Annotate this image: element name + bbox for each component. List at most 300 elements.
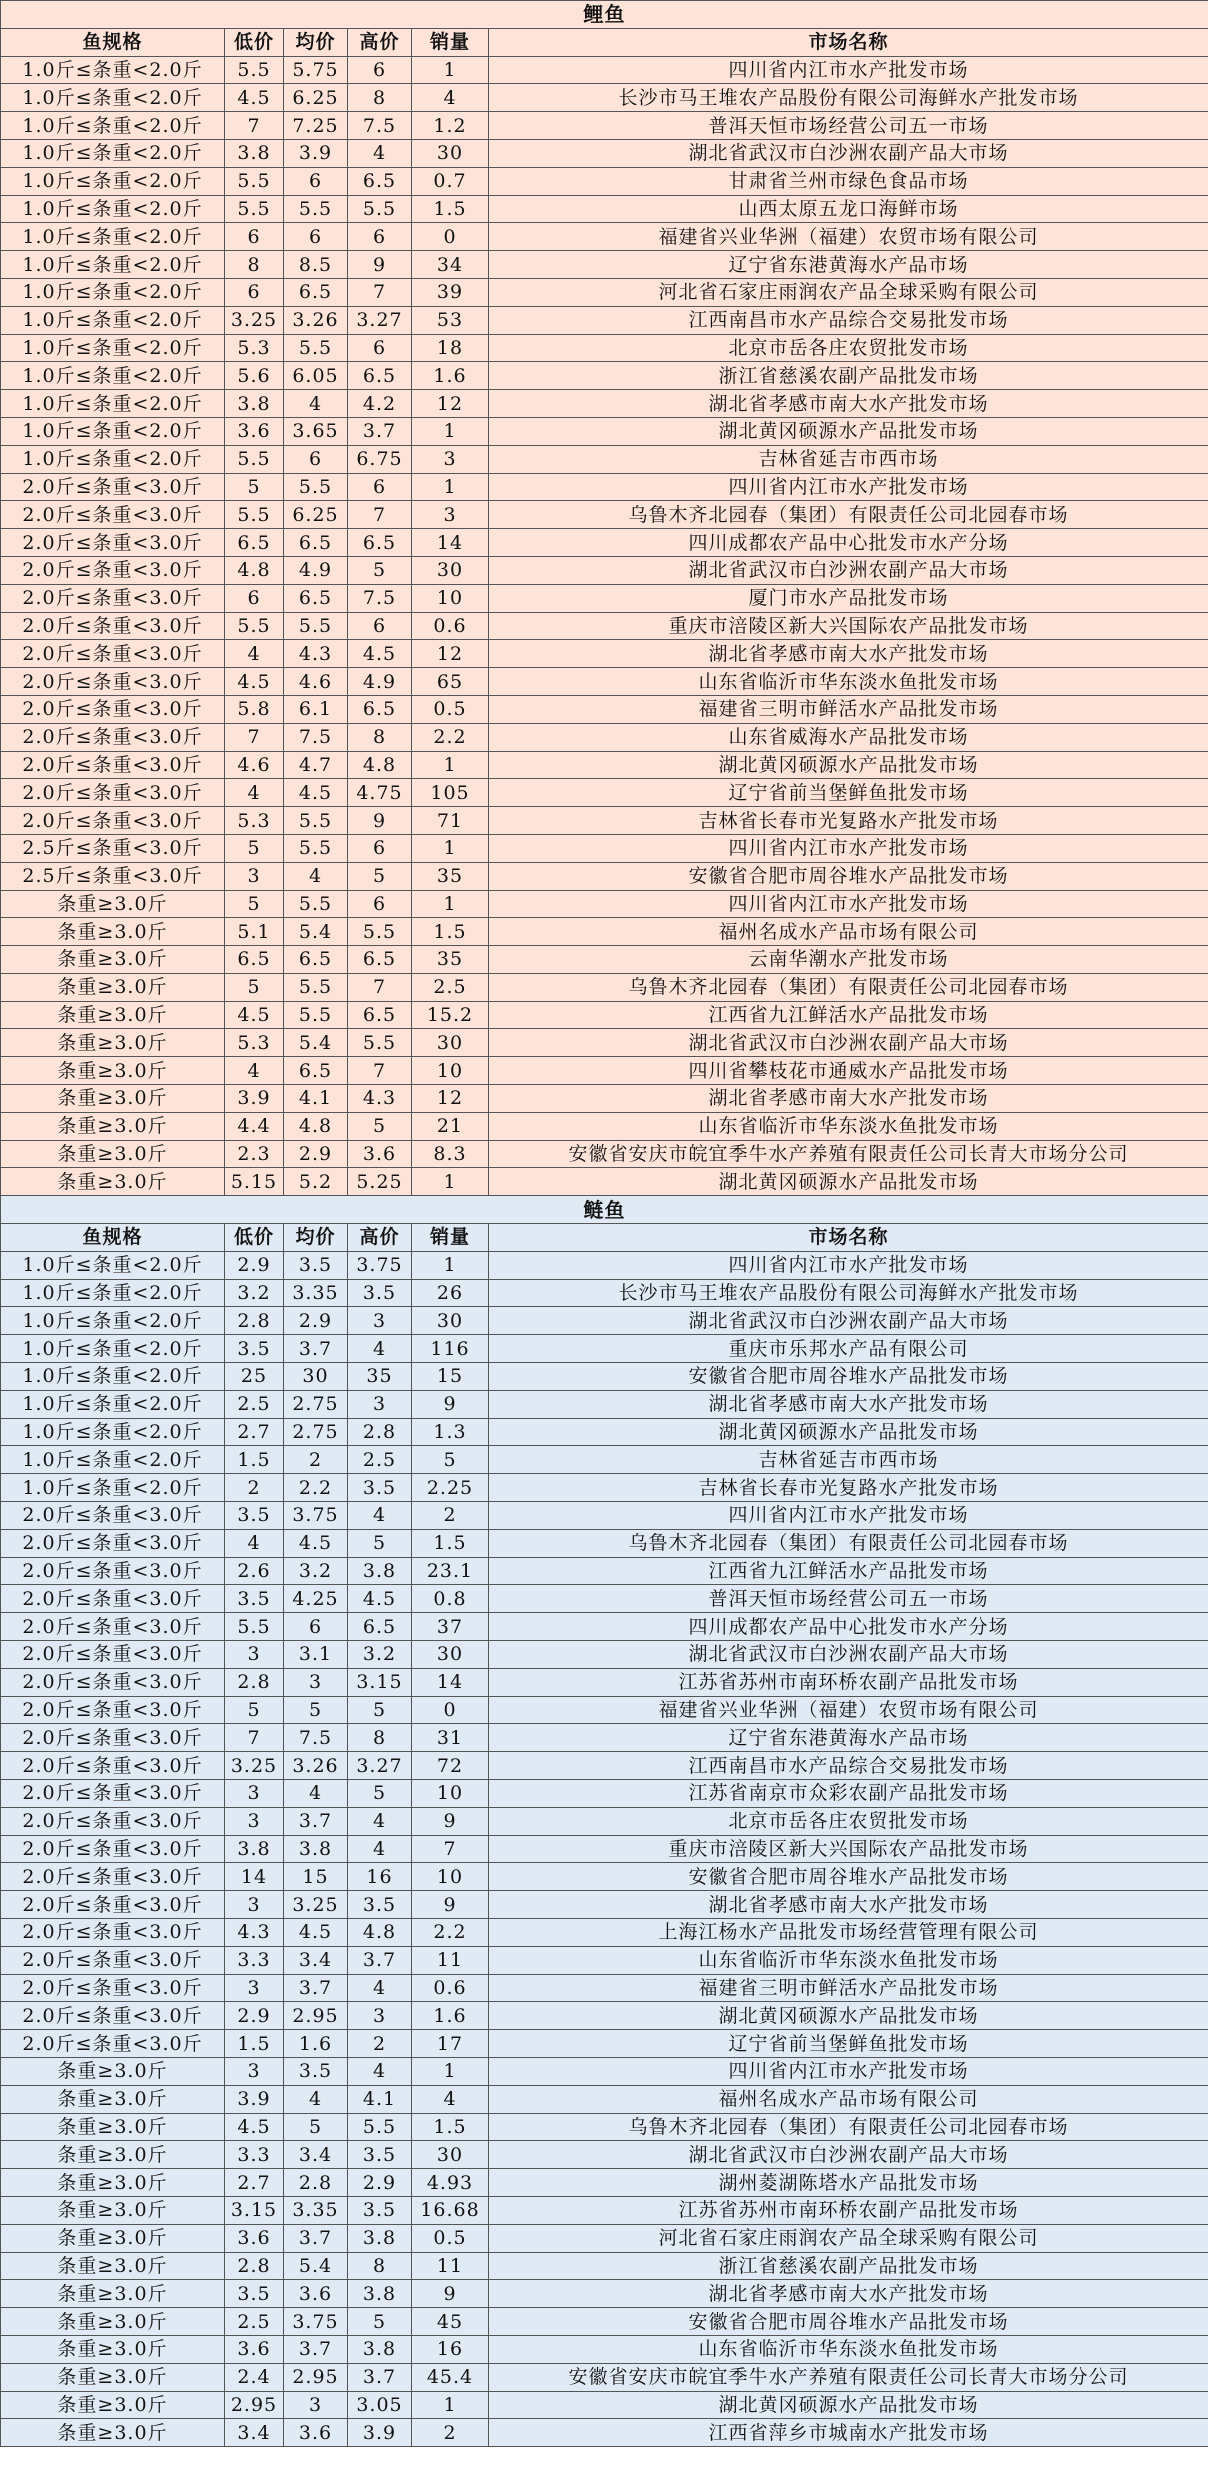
avg-price-cell: 7.25 bbox=[284, 112, 348, 140]
table-row bbox=[1, 1891, 1208, 1919]
fish-spec-cell: 1.0斤≤条重<2.0斤 bbox=[1, 1251, 225, 1279]
high-price-cell: 7.5 bbox=[348, 112, 412, 140]
avg-price-cell: 4 bbox=[284, 862, 348, 890]
volume-cell: 1.6 bbox=[412, 2002, 489, 2030]
market-name-cell: 乌鲁木齐北园春（集团）有限责任公司北园春市场 bbox=[489, 2113, 1208, 2141]
high-price-cell: 7.5 bbox=[348, 584, 412, 612]
high-price-cell: 6 bbox=[348, 223, 412, 251]
fish-spec-cell: 2.0斤≤条重<3.0斤 bbox=[1, 751, 225, 779]
low-price-cell: 3.5 bbox=[225, 1502, 284, 1530]
low-price-cell: 5 bbox=[225, 473, 284, 501]
high-price-cell: 5.5 bbox=[348, 918, 412, 946]
low-price-cell: 2.9 bbox=[225, 1251, 284, 1279]
high-price-cell: 5 bbox=[348, 862, 412, 890]
avg-price-cell: 8.5 bbox=[284, 251, 348, 279]
header-market-name: 市场名称 bbox=[489, 28, 1208, 56]
low-price-cell: 5.5 bbox=[225, 167, 284, 195]
avg-price-cell: 3.35 bbox=[284, 1279, 348, 1307]
low-price-cell: 6.5 bbox=[225, 946, 284, 974]
low-price-cell: 4 bbox=[225, 640, 284, 668]
market-name-cell: 山西太原五龙口海鲜市场 bbox=[489, 195, 1208, 223]
market-name-cell: 江西南昌市水产品综合交易批发市场 bbox=[489, 1752, 1208, 1780]
fish-spec-cell: 条重≥3.0斤 bbox=[1, 2224, 225, 2252]
low-price-cell: 3.6 bbox=[225, 2224, 284, 2252]
low-price-cell: 8 bbox=[225, 251, 284, 279]
low-price-cell: 4 bbox=[225, 779, 284, 807]
market-name-cell: 云南华潮水产批发市场 bbox=[489, 946, 1208, 974]
table-row bbox=[1, 501, 1208, 529]
fish-spec-cell: 1.0斤≤条重<2.0斤 bbox=[1, 1335, 225, 1363]
high-price-cell: 4 bbox=[348, 1974, 412, 2002]
table-row bbox=[1, 1724, 1208, 1752]
low-price-cell: 5 bbox=[225, 890, 284, 918]
section-title-row bbox=[1, 1, 1208, 29]
avg-price-cell: 3.7 bbox=[284, 1974, 348, 2002]
volume-cell: 12 bbox=[412, 390, 489, 418]
market-name-cell: 湖北省孝感市南大水产批发市场 bbox=[489, 1085, 1208, 1113]
volume-cell: 39 bbox=[412, 278, 489, 306]
market-name-cell: 河北省石家庄雨润农产品全球采购有限公司 bbox=[489, 2224, 1208, 2252]
volume-cell: 17 bbox=[412, 2030, 489, 2058]
high-price-cell: 6.5 bbox=[348, 695, 412, 723]
fish-spec-cell: 1.0斤≤条重<2.0斤 bbox=[1, 1418, 225, 1446]
fish-spec-cell: 2.0斤≤条重<3.0斤 bbox=[1, 2002, 225, 2030]
volume-cell: 14 bbox=[412, 529, 489, 557]
low-price-cell: 5.5 bbox=[225, 195, 284, 223]
low-price-cell: 5.3 bbox=[225, 807, 284, 835]
avg-price-cell: 6 bbox=[284, 223, 348, 251]
avg-price-cell: 30 bbox=[284, 1363, 348, 1391]
table-row bbox=[1, 1752, 1208, 1780]
header-high-price: 高价 bbox=[348, 1224, 412, 1252]
low-price-cell: 3.2 bbox=[225, 1279, 284, 1307]
fish-spec-cell: 1.0斤≤条重<2.0斤 bbox=[1, 195, 225, 223]
high-price-cell: 5 bbox=[348, 2308, 412, 2336]
table-row bbox=[1, 2224, 1208, 2252]
avg-price-cell: 4.6 bbox=[284, 668, 348, 696]
volume-cell: 0.8 bbox=[412, 1585, 489, 1613]
table-row bbox=[1, 529, 1208, 557]
low-price-cell: 5.5 bbox=[225, 501, 284, 529]
market-name-cell: 山东省威海水产品批发市场 bbox=[489, 723, 1208, 751]
high-price-cell: 3.9 bbox=[348, 2419, 412, 2447]
low-price-cell: 3.4 bbox=[225, 2419, 284, 2447]
high-price-cell: 5.25 bbox=[348, 1168, 412, 1196]
avg-price-cell: 3.2 bbox=[284, 1557, 348, 1585]
fish-spec-cell: 2.0斤≤条重<3.0斤 bbox=[1, 1807, 225, 1835]
table-row bbox=[1, 334, 1208, 362]
fish-spec-cell: 1.0斤≤条重<2.0斤 bbox=[1, 139, 225, 167]
volume-cell: 21 bbox=[412, 1112, 489, 1140]
table-row bbox=[1, 2252, 1208, 2280]
high-price-cell: 8 bbox=[348, 1724, 412, 1752]
avg-price-cell: 4.5 bbox=[284, 1918, 348, 1946]
fish-spec-cell: 2.0斤≤条重<3.0斤 bbox=[1, 1835, 225, 1863]
volume-cell: 1.3 bbox=[412, 1418, 489, 1446]
table-row bbox=[1, 278, 1208, 306]
fish-spec-cell: 条重≥3.0斤 bbox=[1, 2113, 225, 2141]
avg-price-cell: 6.5 bbox=[284, 584, 348, 612]
table-row bbox=[1, 1001, 1208, 1029]
fish-spec-cell: 1.0斤≤条重<2.0斤 bbox=[1, 1390, 225, 1418]
volume-cell: 65 bbox=[412, 668, 489, 696]
table-row bbox=[1, 1835, 1208, 1863]
low-price-cell: 3 bbox=[225, 1974, 284, 2002]
low-price-cell: 3.9 bbox=[225, 2085, 284, 2113]
avg-price-cell: 6.25 bbox=[284, 84, 348, 112]
avg-price-cell: 1.6 bbox=[284, 2030, 348, 2058]
fish-spec-cell: 1.0斤≤条重<2.0斤 bbox=[1, 1474, 225, 1502]
high-price-cell: 4.5 bbox=[348, 640, 412, 668]
high-price-cell: 3 bbox=[348, 1390, 412, 1418]
avg-price-cell: 3 bbox=[284, 1668, 348, 1696]
market-name-cell: 江西省萍乡市城南水产批发市场 bbox=[489, 2419, 1208, 2447]
avg-price-cell: 2.2 bbox=[284, 1474, 348, 1502]
volume-cell: 15.2 bbox=[412, 1001, 489, 1029]
high-price-cell: 4 bbox=[348, 1335, 412, 1363]
table-row bbox=[1, 1974, 1208, 2002]
market-name-cell: 厦门市水产品批发市场 bbox=[489, 584, 1208, 612]
avg-price-cell: 3.9 bbox=[284, 139, 348, 167]
table-row bbox=[1, 56, 1208, 84]
table-row bbox=[1, 1279, 1208, 1307]
table-row bbox=[1, 1085, 1208, 1113]
avg-price-cell: 3.8 bbox=[284, 1835, 348, 1863]
market-name-cell: 湖北黄冈硕源水产品批发市场 bbox=[489, 417, 1208, 445]
table-row bbox=[1, 1251, 1208, 1279]
high-price-cell: 9 bbox=[348, 251, 412, 279]
volume-cell: 1 bbox=[412, 56, 489, 84]
volume-cell: 30 bbox=[412, 1307, 489, 1335]
volume-cell: 30 bbox=[412, 139, 489, 167]
fish-spec-cell: 2.0斤≤条重<3.0斤 bbox=[1, 723, 225, 751]
header-volume: 销量 bbox=[412, 1224, 489, 1252]
fish-spec-cell: 2.0斤≤条重<3.0斤 bbox=[1, 556, 225, 584]
avg-price-cell: 3.26 bbox=[284, 306, 348, 334]
fish-spec-cell: 条重≥3.0斤 bbox=[1, 2308, 225, 2336]
table-row bbox=[1, 946, 1208, 974]
volume-cell: 1 bbox=[412, 834, 489, 862]
volume-cell: 16.68 bbox=[412, 2196, 489, 2224]
volume-cell: 1.5 bbox=[412, 2113, 489, 2141]
market-name-cell: 河北省石家庄雨润农产品全球采购有限公司 bbox=[489, 278, 1208, 306]
table-row bbox=[1, 556, 1208, 584]
market-name-cell: 乌鲁木齐北园春（集团）有限责任公司北园春市场 bbox=[489, 501, 1208, 529]
avg-price-cell: 4.3 bbox=[284, 640, 348, 668]
avg-price-cell: 5.4 bbox=[284, 2252, 348, 2280]
high-price-cell: 5.5 bbox=[348, 1029, 412, 1057]
market-name-cell: 湖州菱湖陈塔水产品批发市场 bbox=[489, 2169, 1208, 2197]
volume-cell: 14 bbox=[412, 1668, 489, 1696]
high-price-cell: 6.5 bbox=[348, 1001, 412, 1029]
avg-price-cell: 6 bbox=[284, 445, 348, 473]
volume-cell: 1.5 bbox=[412, 1529, 489, 1557]
low-price-cell: 3.25 bbox=[225, 306, 284, 334]
low-price-cell: 3.6 bbox=[225, 2335, 284, 2363]
market-name-cell: 上海江杨水产品批发市场经营管理有限公司 bbox=[489, 1918, 1208, 1946]
low-price-cell: 25 bbox=[225, 1363, 284, 1391]
table-row bbox=[1, 390, 1208, 418]
avg-price-cell: 4.9 bbox=[284, 556, 348, 584]
high-price-cell: 3.7 bbox=[348, 417, 412, 445]
market-name-cell: 辽宁省东港黄海水产品市场 bbox=[489, 251, 1208, 279]
table-row bbox=[1, 1335, 1208, 1363]
volume-cell: 35 bbox=[412, 946, 489, 974]
volume-cell: 34 bbox=[412, 251, 489, 279]
fish-spec-cell: 条重≥3.0斤 bbox=[1, 1029, 225, 1057]
avg-price-cell: 5.5 bbox=[284, 612, 348, 640]
avg-price-cell: 4 bbox=[284, 390, 348, 418]
high-price-cell: 5 bbox=[348, 556, 412, 584]
high-price-cell: 3 bbox=[348, 2002, 412, 2030]
market-name-cell: 江苏省苏州市南环桥农副产品批发市场 bbox=[489, 1668, 1208, 1696]
volume-cell: 2.2 bbox=[412, 1918, 489, 1946]
low-price-cell: 5.15 bbox=[225, 1168, 284, 1196]
high-price-cell: 2.8 bbox=[348, 1418, 412, 1446]
fish-spec-cell: 2.0斤≤条重<3.0斤 bbox=[1, 612, 225, 640]
avg-price-cell: 5.5 bbox=[284, 1001, 348, 1029]
avg-price-cell: 3.35 bbox=[284, 2196, 348, 2224]
volume-cell: 1.5 bbox=[412, 195, 489, 223]
high-price-cell: 35 bbox=[348, 1363, 412, 1391]
header-high-price: 高价 bbox=[348, 28, 412, 56]
volume-cell: 30 bbox=[412, 1029, 489, 1057]
table-row bbox=[1, 695, 1208, 723]
market-name-cell: 普洱天恒市场经营公司五一市场 bbox=[489, 112, 1208, 140]
high-price-cell: 3.5 bbox=[348, 2141, 412, 2169]
fish-spec-cell: 1.0斤≤条重<2.0斤 bbox=[1, 84, 225, 112]
table-row bbox=[1, 1613, 1208, 1641]
fish-spec-cell: 1.0斤≤条重<2.0斤 bbox=[1, 112, 225, 140]
volume-cell: 37 bbox=[412, 1613, 489, 1641]
fish-spec-cell: 1.0斤≤条重<2.0斤 bbox=[1, 278, 225, 306]
avg-price-cell: 6.5 bbox=[284, 1057, 348, 1085]
market-name-cell: 吉林省延吉市西市场 bbox=[489, 445, 1208, 473]
high-price-cell: 6.5 bbox=[348, 946, 412, 974]
table-row bbox=[1, 1390, 1208, 1418]
low-price-cell: 6 bbox=[225, 278, 284, 306]
market-name-cell: 北京市岳各庄农贸批发市场 bbox=[489, 334, 1208, 362]
fish-spec-cell: 2.0斤≤条重<3.0斤 bbox=[1, 779, 225, 807]
market-name-cell: 辽宁省前当堡鲜鱼批发市场 bbox=[489, 779, 1208, 807]
table-row bbox=[1, 1474, 1208, 1502]
volume-cell: 2 bbox=[412, 1502, 489, 1530]
market-name-cell: 湖北省孝感市南大水产批发市场 bbox=[489, 390, 1208, 418]
avg-price-cell: 3.5 bbox=[284, 1251, 348, 1279]
high-price-cell: 9 bbox=[348, 807, 412, 835]
market-name-cell: 浙江省慈溪农副产品批发市场 bbox=[489, 2252, 1208, 2280]
volume-cell: 0.6 bbox=[412, 1974, 489, 2002]
avg-price-cell: 5.75 bbox=[284, 56, 348, 84]
high-price-cell: 6 bbox=[348, 56, 412, 84]
avg-price-cell: 2.9 bbox=[284, 1307, 348, 1335]
volume-cell: 2.25 bbox=[412, 1474, 489, 1502]
volume-cell: 1 bbox=[412, 2391, 489, 2419]
market-name-cell: 湖北黄冈硕源水产品批发市场 bbox=[489, 1168, 1208, 1196]
market-name-cell: 福建省兴业华洲（福建）农贸市场有限公司 bbox=[489, 223, 1208, 251]
low-price-cell: 4.3 bbox=[225, 1918, 284, 1946]
volume-cell: 53 bbox=[412, 306, 489, 334]
table-row bbox=[1, 1557, 1208, 1585]
fish-spec-cell: 2.0斤≤条重<3.0斤 bbox=[1, 1696, 225, 1724]
fish-spec-cell: 2.0斤≤条重<3.0斤 bbox=[1, 1668, 225, 1696]
volume-cell: 8.3 bbox=[412, 1140, 489, 1168]
high-price-cell: 3.05 bbox=[348, 2391, 412, 2419]
low-price-cell: 4 bbox=[225, 1529, 284, 1557]
avg-price-cell: 3.75 bbox=[284, 1502, 348, 1530]
market-name-cell: 湖北省孝感市南大水产批发市场 bbox=[489, 1891, 1208, 1919]
high-price-cell: 6 bbox=[348, 612, 412, 640]
low-price-cell: 3.5 bbox=[225, 2280, 284, 2308]
volume-cell: 15 bbox=[412, 1363, 489, 1391]
fish-spec-cell: 条重≥3.0斤 bbox=[1, 2169, 225, 2197]
low-price-cell: 14 bbox=[225, 1863, 284, 1891]
market-name-cell: 乌鲁木齐北园春（集团）有限责任公司北园春市场 bbox=[489, 1529, 1208, 1557]
avg-price-cell: 6.5 bbox=[284, 278, 348, 306]
table-row bbox=[1, 1140, 1208, 1168]
header-avg-price: 均价 bbox=[284, 28, 348, 56]
low-price-cell: 2.8 bbox=[225, 1668, 284, 1696]
high-price-cell: 3.27 bbox=[348, 306, 412, 334]
table-row bbox=[1, 2308, 1208, 2336]
market-name-cell: 长沙市马王堆农产品股份有限公司海鲜水产批发市场 bbox=[489, 1279, 1208, 1307]
fish-spec-cell: 条重≥3.0斤 bbox=[1, 1057, 225, 1085]
avg-price-cell: 6.5 bbox=[284, 946, 348, 974]
table-row bbox=[1, 251, 1208, 279]
fish-spec-cell: 1.0斤≤条重<2.0斤 bbox=[1, 56, 225, 84]
volume-cell: 1 bbox=[412, 417, 489, 445]
table-row bbox=[1, 1641, 1208, 1669]
market-name-cell: 重庆市涪陵区新大兴国际农产品批发市场 bbox=[489, 612, 1208, 640]
avg-price-cell: 3.1 bbox=[284, 1641, 348, 1669]
fish-spec-cell: 2.0斤≤条重<3.0斤 bbox=[1, 501, 225, 529]
avg-price-cell: 5.5 bbox=[284, 890, 348, 918]
volume-cell: 30 bbox=[412, 1641, 489, 1669]
fish-spec-cell: 1.0斤≤条重<2.0斤 bbox=[1, 390, 225, 418]
high-price-cell: 8 bbox=[348, 84, 412, 112]
low-price-cell: 5.5 bbox=[225, 612, 284, 640]
avg-price-cell: 3.25 bbox=[284, 1891, 348, 1919]
avg-price-cell: 3.7 bbox=[284, 2335, 348, 2363]
volume-cell: 0.5 bbox=[412, 695, 489, 723]
low-price-cell: 5.8 bbox=[225, 695, 284, 723]
avg-price-cell: 15 bbox=[284, 1863, 348, 1891]
high-price-cell: 4.8 bbox=[348, 1918, 412, 1946]
high-price-cell: 7 bbox=[348, 278, 412, 306]
volume-cell: 0 bbox=[412, 223, 489, 251]
high-price-cell: 4.9 bbox=[348, 668, 412, 696]
volume-cell: 10 bbox=[412, 1057, 489, 1085]
market-name-cell: 乌鲁木齐北园春（集团）有限责任公司北园春市场 bbox=[489, 973, 1208, 1001]
low-price-cell: 3.6 bbox=[225, 417, 284, 445]
market-name-cell: 安徽省安庆市皖宜季牛水产养殖有限责任公司长青大市场分公司 bbox=[489, 2363, 1208, 2391]
table-row bbox=[1, 223, 1208, 251]
fish-spec-cell: 1.0斤≤条重<2.0斤 bbox=[1, 167, 225, 195]
fish-spec-cell: 2.0斤≤条重<3.0斤 bbox=[1, 1891, 225, 1919]
volume-cell: 10 bbox=[412, 584, 489, 612]
avg-price-cell: 5.5 bbox=[284, 807, 348, 835]
low-price-cell: 5.3 bbox=[225, 1029, 284, 1057]
volume-cell: 0.5 bbox=[412, 2224, 489, 2252]
avg-price-cell: 4 bbox=[284, 1780, 348, 1808]
low-price-cell: 5.3 bbox=[225, 334, 284, 362]
table-row bbox=[1, 1168, 1208, 1196]
fish-spec-cell: 2.0斤≤条重<3.0斤 bbox=[1, 473, 225, 501]
volume-cell: 12 bbox=[412, 1085, 489, 1113]
volume-cell: 16 bbox=[412, 2335, 489, 2363]
high-price-cell: 2.9 bbox=[348, 2169, 412, 2197]
fish-spec-cell: 条重≥3.0斤 bbox=[1, 2196, 225, 2224]
fish-spec-cell: 条重≥3.0斤 bbox=[1, 2252, 225, 2280]
market-name-cell: 四川成都农产品中心批发市水产分场 bbox=[489, 1613, 1208, 1641]
table-row bbox=[1, 1863, 1208, 1891]
high-price-cell: 3.8 bbox=[348, 2335, 412, 2363]
low-price-cell: 5.5 bbox=[225, 1613, 284, 1641]
low-price-cell: 5.1 bbox=[225, 918, 284, 946]
fish-spec-cell: 2.0斤≤条重<3.0斤 bbox=[1, 529, 225, 557]
volume-cell: 9 bbox=[412, 1390, 489, 1418]
market-name-cell: 安徽省合肥市周谷堆水产品批发市场 bbox=[489, 2308, 1208, 2336]
volume-cell: 105 bbox=[412, 779, 489, 807]
high-price-cell: 5.5 bbox=[348, 2113, 412, 2141]
low-price-cell: 3.15 bbox=[225, 2196, 284, 2224]
header-low-price: 低价 bbox=[225, 1224, 284, 1252]
table-row bbox=[1, 2419, 1208, 2447]
fish-spec-cell: 2.0斤≤条重<3.0斤 bbox=[1, 1613, 225, 1641]
low-price-cell: 3.5 bbox=[225, 1585, 284, 1613]
volume-cell: 18 bbox=[412, 334, 489, 362]
table-row bbox=[1, 807, 1208, 835]
header-market-name: 市场名称 bbox=[489, 1224, 1208, 1252]
low-price-cell: 3 bbox=[225, 2057, 284, 2085]
table-row bbox=[1, 445, 1208, 473]
volume-cell: 26 bbox=[412, 1279, 489, 1307]
table-row bbox=[1, 473, 1208, 501]
market-name-cell: 辽宁省前当堡鲜鱼批发市场 bbox=[489, 2030, 1208, 2058]
table-row bbox=[1, 1780, 1208, 1808]
market-name-cell: 山东省临沂市华东淡水鱼批发市场 bbox=[489, 1946, 1208, 1974]
low-price-cell: 3.8 bbox=[225, 390, 284, 418]
high-price-cell: 5 bbox=[348, 1529, 412, 1557]
fish-spec-cell: 条重≥3.0斤 bbox=[1, 2280, 225, 2308]
fish-spec-cell: 2.0斤≤条重<3.0斤 bbox=[1, 1946, 225, 1974]
avg-price-cell: 5 bbox=[284, 1696, 348, 1724]
market-name-cell: 湖北黄冈硕源水产品批发市场 bbox=[489, 2002, 1208, 2030]
table-row bbox=[1, 973, 1208, 1001]
avg-price-cell: 2.9 bbox=[284, 1140, 348, 1168]
market-name-cell: 湖北省孝感市南大水产批发市场 bbox=[489, 1390, 1208, 1418]
avg-price-cell: 2 bbox=[284, 1446, 348, 1474]
low-price-cell: 3.9 bbox=[225, 1085, 284, 1113]
fish-spec-cell: 条重≥3.0斤 bbox=[1, 946, 225, 974]
low-price-cell: 4.5 bbox=[225, 2113, 284, 2141]
market-name-cell: 重庆市涪陵区新大兴国际农产品批发市场 bbox=[489, 1835, 1208, 1863]
high-price-cell: 3.7 bbox=[348, 2363, 412, 2391]
avg-price-cell: 6 bbox=[284, 167, 348, 195]
fish-spec-cell: 1.0斤≤条重<2.0斤 bbox=[1, 1363, 225, 1391]
table-row bbox=[1, 1585, 1208, 1613]
high-price-cell: 6 bbox=[348, 890, 412, 918]
table-row bbox=[1, 1807, 1208, 1835]
table-row bbox=[1, 1918, 1208, 1946]
market-name-cell: 四川省内江市水产批发市场 bbox=[489, 56, 1208, 84]
table-row bbox=[1, 890, 1208, 918]
avg-price-cell: 5.5 bbox=[284, 473, 348, 501]
high-price-cell: 4 bbox=[348, 1807, 412, 1835]
volume-cell: 9 bbox=[412, 1891, 489, 1919]
table-row bbox=[1, 834, 1208, 862]
table-row bbox=[1, 1446, 1208, 1474]
